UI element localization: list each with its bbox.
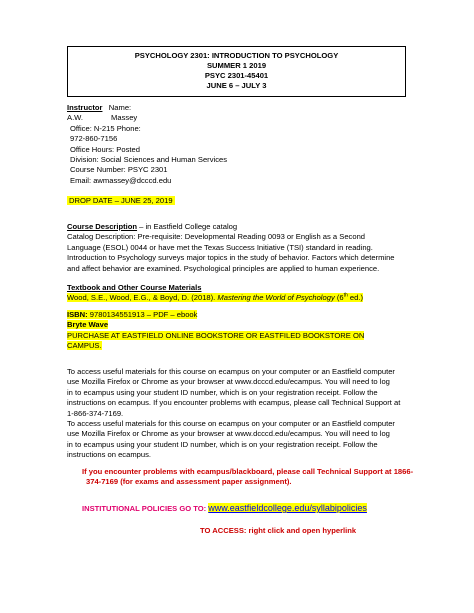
textbook-citation [67,293,363,302]
purchase-section [67,310,412,352]
ecampus-para2-line: To access useful materials for this course on ecampus on your computer or an Eastfield computer [67,419,395,428]
course-description-line: Introduction to Psychology surveys major topics in the study of behavior. Factors which determine [67,253,395,263]
isbn-label: ISBN: [67,310,88,319]
ecampus-para2-line: instructions on ecampus. [67,450,151,460]
citation-edition: (6 [334,293,344,303]
tech-support-line-1: If you encounter problems with ecampus/blackboard, please call Technical Support at 1866- [82,467,414,476]
materials-section [67,283,412,304]
tech-support-section [82,467,412,488]
purchase-line-2: CAMPUS. [67,341,102,351]
course-description-heading: Course Description [67,222,138,231]
ecampus-para1-line: use Mozilla Firefox or Chrome as your browser at www.dcccd.edu/ecampus. You will need to log [67,377,390,387]
isbn-line [67,310,197,319]
instructor-section [67,103,412,186]
course-dates: JUNE 6 – JULY 3 [206,81,267,90]
ecampus-para1-line: in to ecampus using your student ID number, which is on your registration receipt. Follow the [67,387,378,397]
access-note-section [200,526,412,536]
ecampus-para1-line: To access useful materials for this course on ecampus on your computer or an Eastfield computer [67,367,395,376]
course-number: Course Number: PSYC 2301 [70,165,168,175]
course-section: PSYC 2301-45401 [204,71,269,80]
course-description-heading-suffix: – in Eastfield College catalog [137,222,238,231]
course-title: PSYCHOLOGY 2301: INTRODUCTION TO PSYCHOLOGY [134,51,339,60]
course-term: SUMMER 1 2019 [206,61,267,70]
ecampus-para2-line: in to ecampus using your student ID number, which is on your registration receipt. Follow the [67,439,378,449]
instructor-heading: Instructor [67,103,103,112]
citation-authors: Wood, S.E., Wood, E.G., & Boyd, D. (2018). [67,293,218,303]
materials-heading: Textbook and Other Course Materials [67,283,202,292]
purchase-line-1: PURCHASE AT EASTFIELD ONLINE BOOKSTORE OR EASTFILED BOOKSTORE ON [67,330,365,340]
course-description-line: Language (ESOL) 0044 or have met the Texas Success Initiative (TSI) standard in reading. [67,242,373,252]
instructor-last-name: Massey [111,113,138,123]
citation-title: Mastering the World of Psychology [217,293,335,303]
policies-label: INSTITUTIONAL POLICIES GO TO: [82,504,209,513]
ecampus-paragraph-1 [67,367,412,419]
drop-date: DROP DATE – JUNE 25, 2019 [69,196,173,205]
course-description-section [67,222,412,274]
instructor-name-label: Name: [108,103,132,112]
instructor-division: Division: Social Sciences and Human Services [70,155,228,165]
citation-edition-sup: th [343,292,348,299]
access-instructions: TO ACCESS: right click and open hyperlink [200,526,357,535]
course-description-line: and affect behavior are examined. Psychological principles are applied to human experience. [67,263,380,273]
tech-support-line-2: 374-7169 (for exams and assessment paper assignment). [86,477,292,487]
course-header-box [67,46,406,97]
course-description-line: Catalog Description: Pre-requisite: Developmental Reading 0093 or English as a Second [67,232,366,242]
instructor-email: Email: awmassey@dcccd.edu [70,175,172,185]
ecampus-para2-line: use Mozilla Firefox or Chrome as your browser at www.dcccd.edu/ecampus. You will need to log [67,429,390,439]
instructor-initials: A.W. [67,113,84,123]
ecampus-para1-line: 1-866-374-7169. [67,408,124,418]
policies-section [82,503,412,514]
isbn-value: 9780134551913 – PDF – ebook [87,310,198,319]
ecampus-paragraph-2 [67,419,412,461]
citation-suffix: ed.) [347,293,363,303]
bryte-wave: Bryte Wave [67,320,109,330]
instructor-hours: Office Hours: Posted [70,144,140,154]
ecampus-para1-line: instructions on ecampus. If you encounter problems with ecampus, please call Technical Support at [67,398,401,408]
syllabi-policies-link[interactable]: www.eastfieldcollege.edu/syllabipolicies [208,503,367,513]
instructor-phone: 972-860-7156 [70,134,118,144]
instructor-office: Office: N-215 Phone: [70,123,141,133]
drop-date-section [67,196,412,206]
